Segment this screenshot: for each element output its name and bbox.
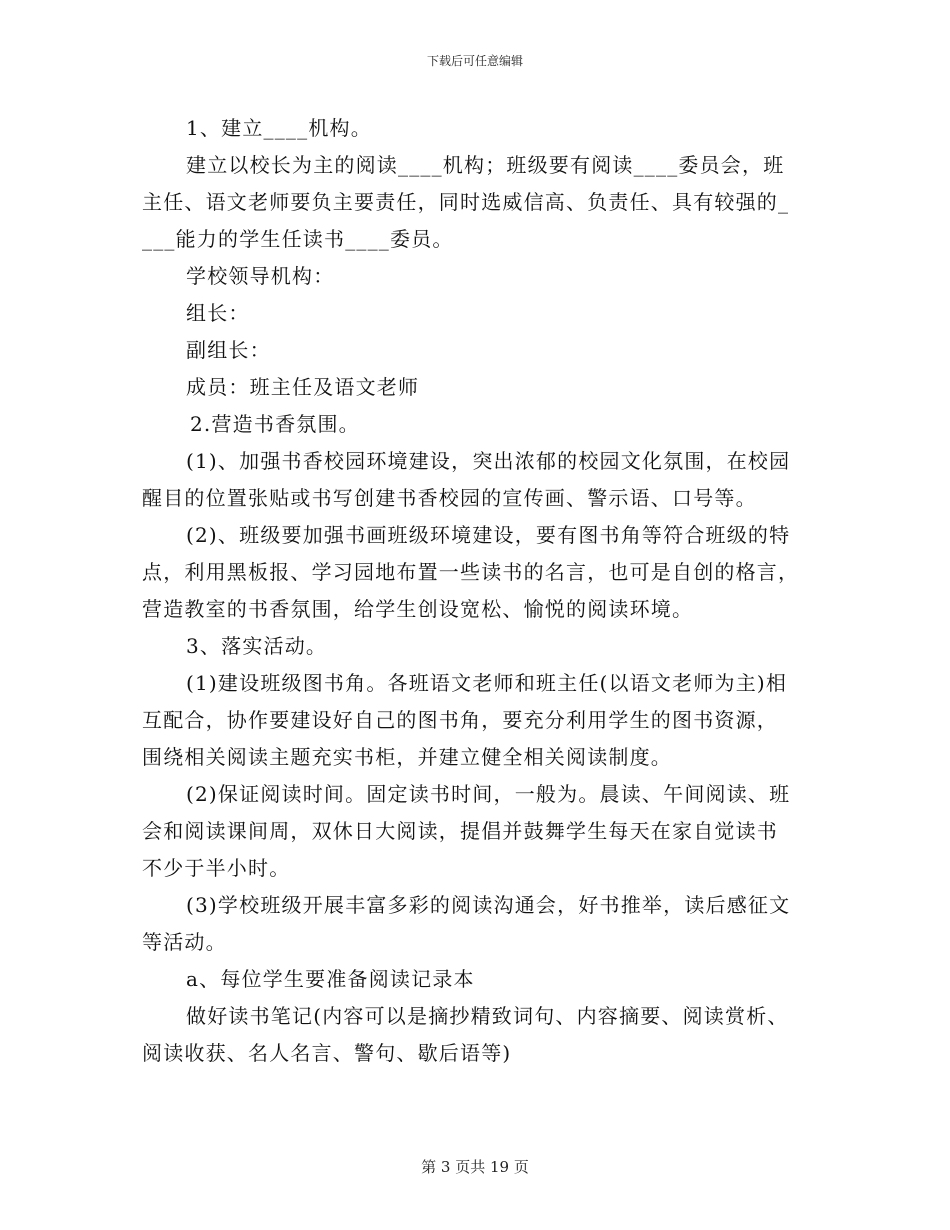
paragraph-line: 2.营造书香氛围。	[190, 412, 360, 436]
paragraph-line: ___能力的学生任读书____委员。	[142, 227, 454, 251]
paragraph-line: 互配合，协作要建设好自己的图书角，要充分利用学生的图书资源，	[142, 708, 778, 732]
paragraph-line: 3、落实活动。	[186, 634, 328, 658]
paragraph-line: 阅读收获、名人名言、警句、歇后语等)	[142, 1041, 512, 1065]
paragraph-line: 学校领导机构：	[186, 264, 335, 288]
paragraph-line: (2)、班级要加强书画班级环境建设，要有图书角等符合班级的特	[186, 523, 791, 547]
paragraph-line: 组长：	[186, 301, 250, 325]
document-body	[142, 110, 810, 1072]
paragraph-line: 副组长：	[186, 338, 271, 362]
paragraph-line: 建立以校长为主的阅读____机构；班级要有阅读____委员会，班	[186, 153, 785, 177]
paragraph-line: 醒目的位置张贴或书写创建书香校园的宣传画、警示语、口号等。	[142, 486, 757, 510]
paragraph-line: 1、建立____机构。	[186, 116, 372, 140]
paragraph-line: (1)、加强书香校园环境建设，突出浓郁的校园文化氛围，在校园	[186, 449, 791, 473]
paragraph-line: 围绕相关阅读主题充实书柜，并建立健全相关阅读制度。	[142, 745, 672, 769]
paragraph-line: (2)保证阅读时间。固定读书时间，一般为。晨读、午间阅读、班	[186, 782, 791, 806]
paragraph-line: (3)学校班级开展丰富多彩的阅读沟通会，好书推举，读后感征文	[186, 893, 791, 917]
paragraph-line: 成员：班主任及语文老师	[186, 375, 420, 399]
paragraph-line: 会和阅读课间周，双休日大阅读，提倡并鼓舞学生每天在家自觉读书	[142, 819, 778, 843]
page-number-footer: 第 3 页共 19 页	[421, 1158, 529, 1176]
paragraph-line: 主任、语文老师要负主要责任，同时选威信高、负责任、具有较强的_	[142, 190, 790, 214]
paragraph-line: 做好读书笔记(内容可以是摘抄精致词句、内容摘要、阅读赏析、	[186, 1004, 789, 1028]
paragraph-line: 点，利用黑板报、学习园地布置一些读书的名言，也可是自创的格言，	[142, 560, 800, 584]
page-header-note: 下载后可任意编辑	[426, 54, 523, 68]
paragraph-line: 等活动。	[142, 930, 227, 954]
paragraph-line: a、每位学生要准备阅读记录本	[186, 967, 475, 991]
paragraph-line: 不少于半小时。	[142, 856, 291, 880]
paragraph-line: 营造教室的书香氛围，给学生创设宽松、愉悦的阅读环境。	[142, 597, 694, 621]
paragraph-line: (1)建设班级图书角。各班语文老师和班主任(以语文老师为主)相	[186, 671, 788, 695]
